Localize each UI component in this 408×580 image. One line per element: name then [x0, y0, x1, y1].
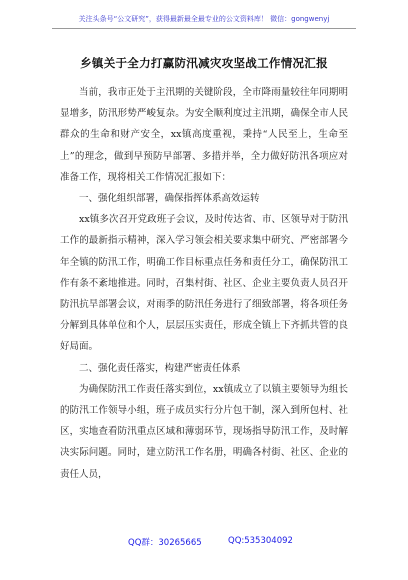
section-2-paragraph: 为确保防汛工作责任落实到位，xx镇成立了以镇主要领导为组长的防汛工作领导小组，班子成员实行分片包干制，深入到所包村、社区，实地查看防汛重点区域和薄弱环节，现场指导防汛工作，及时解决实际问题。同时，建立防汛工作名册，明确各村街、社区、企业的责任人员，	[60, 383, 348, 480]
intro-paragraph: 当前，我市正处于主汛期的关键阶段，全市降雨量较往年同期明显增多，防汛形势严峻复杂。为安全顺利度过主汛期，确保全市人民群众的生命和财产安全，xx镇高度重视，秉持“人民至上，生命至上”的理念，做到早预防早部署、多措并举，全力做好防汛各项应对准备工作，现将相关工作情况汇报如下：	[60, 87, 348, 183]
section-1-heading: 一、强化组织部署，确保指挥体系高效运转	[79, 193, 260, 205]
footer-qq-group: QQ群：30265665	[128, 538, 202, 548]
document-title: 乡镇关于全力打赢防汛减灾攻坚战工作情况汇报	[80, 56, 328, 70]
header-banner: 关注头条号“公文研究”，获得最新最全最专业的公文资料库！ 微信：gongwenyj	[78, 15, 330, 23]
footer-qq-number: QQ:535304092	[228, 536, 293, 546]
document-body	[60, 82, 348, 485]
section-1-paragraph: xx镇多次召开党政班子会议，及时传达省、市、区领导对于防汛工作的最新指示精神，深入学习领会相关要求集中研究、严密部署今年全镇的防汛工作，明确工作目标重点任务和责任分工，确保防汛工作有条不紊地推进。同时，召集村街、社区、企业主要负责人员召开防汛抗旱部署会议，对雨季的防汛任务进行了细致部署，将各项任务分解到具体单位和个人，层层压实责任，形成全镇上下齐抓共管的良好局面。	[60, 214, 348, 353]
header-divider	[52, 28, 356, 29]
section-2-heading: 二、强化责任落实，构建严密责任体系	[79, 362, 241, 374]
